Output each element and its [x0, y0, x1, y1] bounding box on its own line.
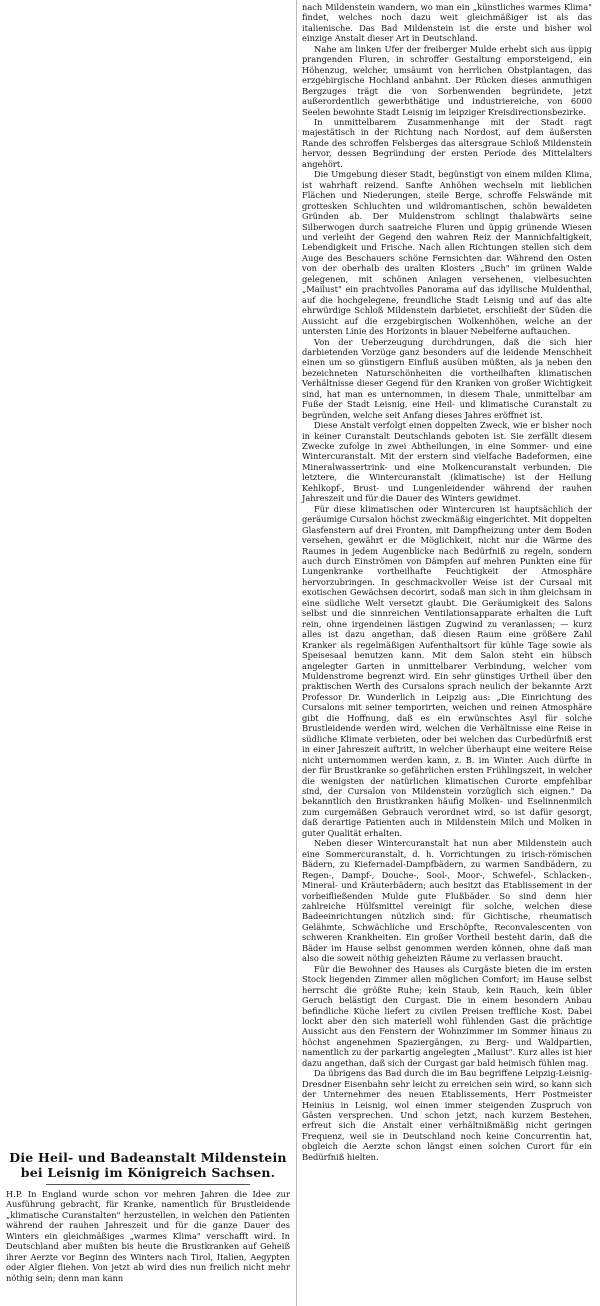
lead-paragraph: H.P. In England wurde schon vor mehren Jahren die Idee zur Ausführung gebracht, für Kranke, namentlich für Brustleidende „klimatische Curanstalten" herzustellen, in welchen den Patienten während der rauhen Jahreszeit und für die ganze Dauer des Winters ein gleichmäßiges „warmes Klima" verschafft wird. In Deutschland aber mußten bis heute die Brustkranken auf Geheiß ihrer Aerzte vor Beginn des Winters nach Tirol, Italien, Aegypten oder Algier fliehen. Von jetzt ab wird dies nun freilich nicht mehr nöthig sein; denn man kann	[6, 1189, 290, 1283]
paragraph: In unmittelbarem Zusammenhange mit der Stadt ragt majestätisch in der Richtung nach Nordost, auf dem äußersten Rande des schroffen Felsberges das altersgraue Schloß Mildenstein hervor, dessen Begründung der ersten Periode des Mittelalters angehört.	[302, 116, 592, 169]
paragraph: Für die Bewohner des Hauses als Curgäste bieten die im ersten Stock liegenden Zimmer allen möglichen Comfort; im Hause selbst herrscht die größte Ruhe; kein Staub, kein Rauch, kein übler Geruch belästigt den Curgast. Die in einem besondern Anbau befindliche Küche liefert zu civilen Preisen treffliche Kost. Dabei lockt aber den sich materiell wohl fühlenden Gast die prächtige Aussicht aus den Fenstern der Wohnzimmer im Sommer hinaus zu höchst angenehmen Spaziergängen, zu Berg- und Waldpartien, namentlich zu der parkartig angelegten „Mailust". Kurz alles ist hier dazu angethan, daß sich der Curgast gar bald heimisch fühlen mag.	[302, 963, 592, 1068]
paragraph: nach Mildenstein wandern, wo man ein „künstliches warmes Klima" findet, welches noch dazu weit gleichmäßiger ist als das italienische. Das Bad Mildenstein ist die erste und bisher wol einzige Anstalt dieser Art in Deutschland.	[302, 2, 592, 44]
paragraph: Neben dieser Wintercuranstalt hat nun aber Mildenstein auch eine Sommercuranstalt, d. h. Vorrichtungen zu irisch-römischen Bädern, zu Kiefernadel-Dampfbädern, zu warmen Sandbädern, zu Regen-, Dampf-, Douche-, Sool-, Moor-, Schwefel-, Schlacken-, Mineral- und Kräuterbädern; auch besitzt das Etablissement in der vorbeifließenden Mulde gute Flußbäder. So sind denn hier zahlreiche Hülfsmittel vereinigt für solche, welchen diese Badeeinrichtungen nützlich sind: für Gichtische, rheumatisch Gelähmte, Schwächliche und Erschöpfte, Reconvalescenten von schweren Krankheiten. Ein großer Vortheil besteht darin, daß die Bäder im Hause selbst genommen werden können, ohne daß man also die soweit nöthig geheizten Räume zu verlassen braucht.	[302, 838, 592, 964]
paragraph: Von der Ueberzeugung durchdrungen, daß die sich hier darbietenden Vorzüge ganz besonders auf die leidende Menschheit einen um so günstigern Einfluß ausüben müßten, als ja neben den bezeichneten Naturschönheiten die vortheilhaften klimatischen Verhältnisse dieser Gegend für den Kranken von großer Wichtigkeit sind, hat man es unternommen, in diesem Thale, unmittelbar am Fuße der Stadt Leisnig, eine Heil- und klimatische Curanstalt zu begründen, welche seit Anfang dieses Jahres eröffnet ist.	[302, 336, 592, 420]
right-column	[302, 2, 592, 1162]
paragraph: Da übrigens das Bad durch die im Bau begriffene Leipzig-Leisnig-Dresdner Eisenbahn sehr leicht zu erreichen sein wird, so kann sich der Unternehmer des neuen Etablissements, Herr Postmeister Heinius in Leisnig, wol einen immer steigenden Zuspruch von Gästen versprechen. Und schon jetzt, nach kurzem Bestehen, erfreut sich die Anstalt einer verhältnißmäßig nicht geringen Frequenz, weil sie in Deutschland noch keine Concurrentin hat, obgleich die Aerzte schon längst einen solchen Curort für ein Bedürfniß hielten.	[302, 1068, 592, 1162]
paragraph: Für diese klimatischen oder Wintercuren ist hauptsächlich der geräumige Cursalon höchst zweckmäßig eingerichtet. Mit doppelten Glasfenstern auf drei Fronten, mit Dampfheizung unter dem Boden versehen, gewährt er die Möglichkeit, nicht nur die Wärme des Raumes in jedem Augenblicke nach Bedürfniß zu regeln, sondern auch durch Einströmen von Dämpfen auf mehren Punkten eine für Lungenkranke vortheilhafte Feuchtigkeit der Atmosphäre hervorzubringen. In geschmackvoller Weise ist der Cursaal mit exotischen Gewächsen decorirt, sodaß man sich in ihm gleichsam in eine südliche Welt versetzt glaubt. Die Geräumigkeit des Salons selbst und die sinnreichen Ventilationsapparate erhalten die Luft rein, ohne irgendeinen lästigen Zugwind zu veranlassen; — kurz alles ist dazu angethan, daß diesen Raum eine größere Zahl Kranker als regelmäßigen Aufenthaltsort für kühle Tage sowie als Speisesaal benutzen kann. Mit dem Salon steht ein hübsch angelegter Garten in unmittelbarer Verbindung, welcher vom Muldenstrome begrenzt wird. Ein sehr günstiges Urtheil über den praktischen Werth des Cursalons sprach neulich der bekannte Arzt Professor Dr. Wunderlich in Leipzig aus: „Die Einrichtung des Cursalons mit seiner temporirten, weichen und reinen Atmosphäre gibt die Hoffnung, daß es ein erwünschtes Asyl für solche Brustleidende werden wird, welchen die Verhältnisse eine Reise in südliche Klimate verbieten, oder bei welchen das Curbedürfniß erst in einer Jahreszeit auftritt, in welcher überhaupt eine weitere Reise nicht unternommen werden kann, z. B. im Winter. Auch dürfte in der für Brustkranke so gefährlichen ersten Frühlingszeit, in welcher die wenigsten der natürlichen klimatischen Curorte empfehlbar sind, der Cursalon von Mildenstein vorzüglich sich eignen." Da bekanntlich den Brustkranken häufig Molken- und Eselinnenmilch zum curgemäßen Gebrauch verordnet wird, so ist dafür gesorgt, daß derartige Patienten auch in Mildenstein Milch und Molken in guter Qualität erhalten.	[302, 503, 592, 838]
headline-rule	[46, 1184, 250, 1185]
article-headline: Die Heil- und Badeanstalt Mildenstein bei Leisnig im Königreich Sachsen.	[9, 1150, 287, 1180]
paragraph: Die Umgebung dieser Stadt, begünstigt von einem milden Klima, ist wahrhaft reizend. Sanfte Anhöhen wechseln mit lieblichen Flächen und Niederungen, steile Berge, schroffe Felswände mit grottesken Schluchten und wildromantischen, schön bewaldeten Gründen ab. Der Muldenstrom schlingt thalabwärts seine Silberwogen durch saatreiche Fluren und üppig grünende Wiesen und verleiht der Gegend den wahren Reiz der Mannichfaltigkeit, Lebendigkeit und Frische. Nach allen Richtungen stellen sich dem Auge des Beschauers schöne Fernsichten dar. Während den Osten von der oberhalb des uralten Klosters „Buch" im grünen Walde gelegenen, mit schönen Anlagen versehenen, vielbesuchten „Mailust" ein prachtvolles Panorama auf das idyllische Muldenthal, auf die hochgelegene, freundliche Stadt Leisnig und auf das alte ehrwürdige Schloß Mildenstein darbietet, erschließt der Süden die Aussicht auf die erzgebirgischen Wolkenhöhen, welche an der untersten Linie des Horizonts in blauer Nebelferne auftauchen.	[302, 169, 592, 337]
column-divider	[296, 0, 297, 1306]
paragraph: Diese Anstalt verfolgt einen doppelten Zweck, wie er bisher noch in keiner Curanstalt Deutschlands geboten ist. Sie zerfällt diesem Zwecke zufolge in zwei Abtheilungen, in eine Sommer- und eine Wintercuranstalt. Mit der erstern sind vielfache Badeformen, eine Mineralwassertrink- und eine Molkencuranstalt verbunden. Die letztere, die Wintercuranstalt (klimatische) ist der Heilung Kehlkopf-, Brust- und Lungenleidender während der rauhen Jahreszeit und für die Dauer des Winters gewidmet.	[302, 420, 592, 504]
paragraph: Nahe am linken Ufer der freiberger Mulde erhebt sich aus üppig prangenden Fluren, in schroffer Gestaltung emporsteigend, ein Höhenzug, welcher, umsäumt von herrlichen Obstplantagen, das erzgebirgische Hochland anbahnt. Der Rücken dieses anmuthigen Bergzuges trägt die von Sorbenwenden begründete, jetzt außerordentlich gewerbthätige und industriereiche, von 6000 Seelen bewohnte Stadt Leisnig im leipziger Kreisdirectionsbezirke.	[302, 43, 592, 117]
article-start	[6, 1150, 290, 1283]
